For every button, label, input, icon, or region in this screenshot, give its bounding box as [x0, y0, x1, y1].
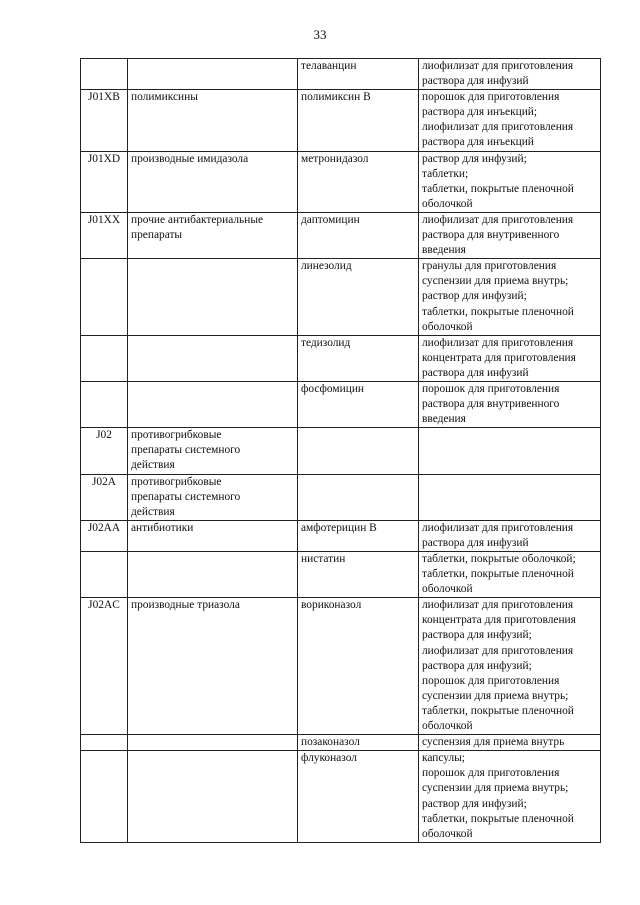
group-name-cell	[128, 735, 298, 751]
table-row	[81, 428, 601, 474]
forms-line: лиофилизат для приготовления	[422, 60, 574, 72]
forms-line: капсулы;	[422, 752, 465, 765]
drug-line: метронидазол	[301, 152, 369, 165]
atc-code-cell	[81, 474, 128, 520]
atc-code-cell	[81, 520, 128, 551]
group-name-cell	[128, 259, 298, 335]
forms-line: раствора для внутривенного	[422, 398, 560, 411]
dosage-forms-cell	[419, 520, 601, 551]
drug-name-cell	[298, 212, 419, 258]
atc-code-cell	[81, 552, 128, 598]
forms-line: таблетки, покрытые оболочкой;	[422, 553, 576, 565]
dosage-forms-cell	[419, 552, 601, 598]
atc-code-cell	[81, 735, 128, 751]
forms-line: введения	[422, 413, 466, 426]
forms-line: порошок для приготовления	[422, 674, 560, 687]
code-text: J02AA	[87, 521, 121, 534]
table-row	[81, 552, 601, 598]
atc-code-cell	[81, 598, 128, 735]
table-row	[81, 735, 601, 751]
drug-line: тедизолид	[301, 336, 351, 349]
dosage-forms-cell	[419, 598, 601, 735]
drug-name-cell	[298, 259, 419, 335]
group-name-cell	[128, 428, 298, 474]
group-line: противогрибковые	[131, 475, 222, 488]
atc-code-cell	[81, 335, 128, 381]
group-name-cell	[128, 474, 298, 520]
forms-line: лиофилизат для приготовления	[422, 121, 574, 134]
group-name-cell	[128, 381, 298, 427]
forms-line: таблетки, покрытые пленочной	[422, 305, 574, 318]
drug-name-cell	[298, 151, 419, 212]
forms-line: лиофилизат для приготовления	[422, 521, 574, 534]
forms-line: лиофилизат для приготовления	[422, 599, 574, 612]
drug-line: амфотерицин В	[301, 521, 377, 534]
group-line: производные триазола	[131, 599, 240, 612]
group-line: прочие антибактериальные	[131, 213, 264, 226]
forms-line: оболочкой	[422, 583, 473, 596]
drug-line: фосфомицин	[301, 382, 365, 395]
code-text: J02	[96, 429, 112, 442]
dosage-forms-cell	[419, 151, 601, 212]
table-row	[81, 151, 601, 212]
forms-line: раствора для инфузий;	[422, 629, 532, 642]
group-name-cell	[128, 151, 298, 212]
table-row	[81, 59, 601, 90]
forms-line: раствора для инфузий	[422, 366, 529, 379]
dosage-forms-cell	[419, 735, 601, 751]
table-row	[81, 335, 601, 381]
dosage-forms-cell	[419, 381, 601, 427]
group-line: антибиотики	[131, 521, 194, 534]
table-row	[81, 751, 601, 843]
table-row	[81, 598, 601, 735]
group-line: действия	[131, 505, 175, 518]
drug-name-cell	[298, 520, 419, 551]
table-row	[81, 90, 601, 151]
forms-line: раствора для инфузий;	[422, 659, 532, 672]
group-name-cell	[128, 335, 298, 381]
forms-line: гранулы для приготовления	[422, 260, 557, 273]
atc-code-cell	[81, 259, 128, 335]
group-line: действия	[131, 459, 175, 472]
forms-line: лиофилизат для приготовления	[422, 336, 574, 349]
group-name-cell	[128, 598, 298, 735]
dosage-forms-cell	[419, 751, 601, 843]
forms-line: оболочкой	[422, 197, 473, 210]
drug-name-cell	[298, 552, 419, 598]
forms-line: таблетки, покрытые пленочной	[422, 568, 574, 581]
drug-line: позаконазол	[301, 736, 360, 749]
forms-line: раствора для инъекций	[422, 136, 534, 149]
atc-code-cell	[81, 151, 128, 212]
forms-line: таблетки, покрытые пленочной	[422, 182, 574, 195]
code-text: J02A	[91, 475, 117, 488]
forms-line: раствора для инфузий	[422, 75, 529, 88]
group-line: препараты системного	[131, 444, 241, 457]
dosage-forms-cell	[419, 59, 601, 90]
forms-line: лиофилизат для приготовления	[422, 213, 574, 226]
atc-code-cell	[81, 212, 128, 258]
drug-line: даптомицин	[301, 213, 360, 226]
forms-line: оболочкой	[422, 720, 473, 733]
atc-code-cell	[81, 428, 128, 474]
group-name-cell	[128, 520, 298, 551]
forms-line: оболочкой	[422, 320, 473, 333]
drug-line: флуконазол	[301, 752, 357, 765]
forms-line: суспензии для приема внутрь;	[422, 782, 569, 795]
drug-name-cell	[298, 335, 419, 381]
table-row	[81, 212, 601, 258]
forms-line: концентрата для приготовления	[422, 351, 576, 364]
code-text: J01XD	[87, 152, 121, 165]
forms-line: суспензии для приема внутрь;	[422, 275, 569, 288]
forms-line: раствор для инфузий;	[422, 797, 527, 810]
table-row	[81, 520, 601, 551]
forms-line: раствор для инфузий;	[422, 152, 527, 165]
dosage-forms-cell	[419, 90, 601, 151]
drug-line: полимиксин В	[301, 91, 371, 104]
code-text: J01XB	[88, 91, 120, 104]
drug-name-cell	[298, 598, 419, 735]
group-name-cell	[128, 552, 298, 598]
forms-line: раствор для инфузий;	[422, 290, 527, 303]
drug-line: нистатин	[301, 553, 346, 565]
group-line: производные имидазола	[131, 152, 249, 165]
forms-line: раствора для внутривенного	[422, 229, 560, 242]
forms-line: порошок для приготовления	[422, 767, 560, 780]
dosage-forms-cell	[419, 259, 601, 335]
forms-line: оболочкой	[422, 827, 473, 840]
drug-table	[80, 58, 601, 843]
group-line: препараты	[131, 229, 183, 242]
table-body	[81, 59, 601, 843]
group-name-cell	[128, 59, 298, 90]
forms-line: концентрата для приготовления	[422, 614, 576, 627]
forms-line: порошок для приготовления	[422, 382, 560, 395]
atc-code-cell	[81, 59, 128, 90]
dosage-forms-cell	[419, 428, 601, 474]
group-line: противогрибковые	[131, 429, 222, 442]
table-row	[81, 259, 601, 335]
forms-line: лиофилизат для приготовления	[422, 644, 574, 657]
drug-line: вориконазол	[301, 599, 362, 612]
atc-code-cell	[81, 90, 128, 151]
forms-line: суспензии для приема внутрь;	[422, 689, 569, 702]
forms-line: раствора для инъекций;	[422, 106, 538, 119]
drug-name-cell	[298, 90, 419, 151]
table-row	[81, 474, 601, 520]
drug-line: линезолид	[301, 260, 352, 273]
page-number: 33	[313, 27, 327, 42]
drug-name-cell	[298, 751, 419, 843]
group-name-cell	[128, 751, 298, 843]
drug-name-cell	[298, 59, 419, 90]
forms-line: таблетки, покрытые пленочной	[422, 812, 574, 825]
atc-code-cell	[81, 381, 128, 427]
dosage-forms-cell	[419, 474, 601, 520]
drug-line: телаванцин	[301, 60, 357, 72]
forms-line: таблетки;	[422, 167, 469, 180]
drug-name-cell	[298, 428, 419, 474]
group-name-cell	[128, 90, 298, 151]
forms-line: порошок для приготовления	[422, 91, 560, 104]
dosage-forms-cell	[419, 335, 601, 381]
drug-name-cell	[298, 735, 419, 751]
forms-line: таблетки, покрытые пленочной	[422, 704, 574, 717]
forms-line: введения	[422, 244, 466, 257]
group-line: препараты системного	[131, 490, 241, 503]
dosage-forms-cell	[419, 212, 601, 258]
drug-name-cell	[298, 381, 419, 427]
code-text: J02AC	[88, 599, 120, 612]
group-line: полимиксины	[131, 91, 198, 104]
table-row	[81, 381, 601, 427]
forms-line: суспензия для приема внутрь	[422, 736, 565, 749]
group-name-cell	[128, 212, 298, 258]
code-text: J01XX	[87, 213, 121, 226]
atc-code-cell	[81, 751, 128, 843]
forms-line: раствора для инфузий	[422, 536, 529, 549]
drug-name-cell	[298, 474, 419, 520]
